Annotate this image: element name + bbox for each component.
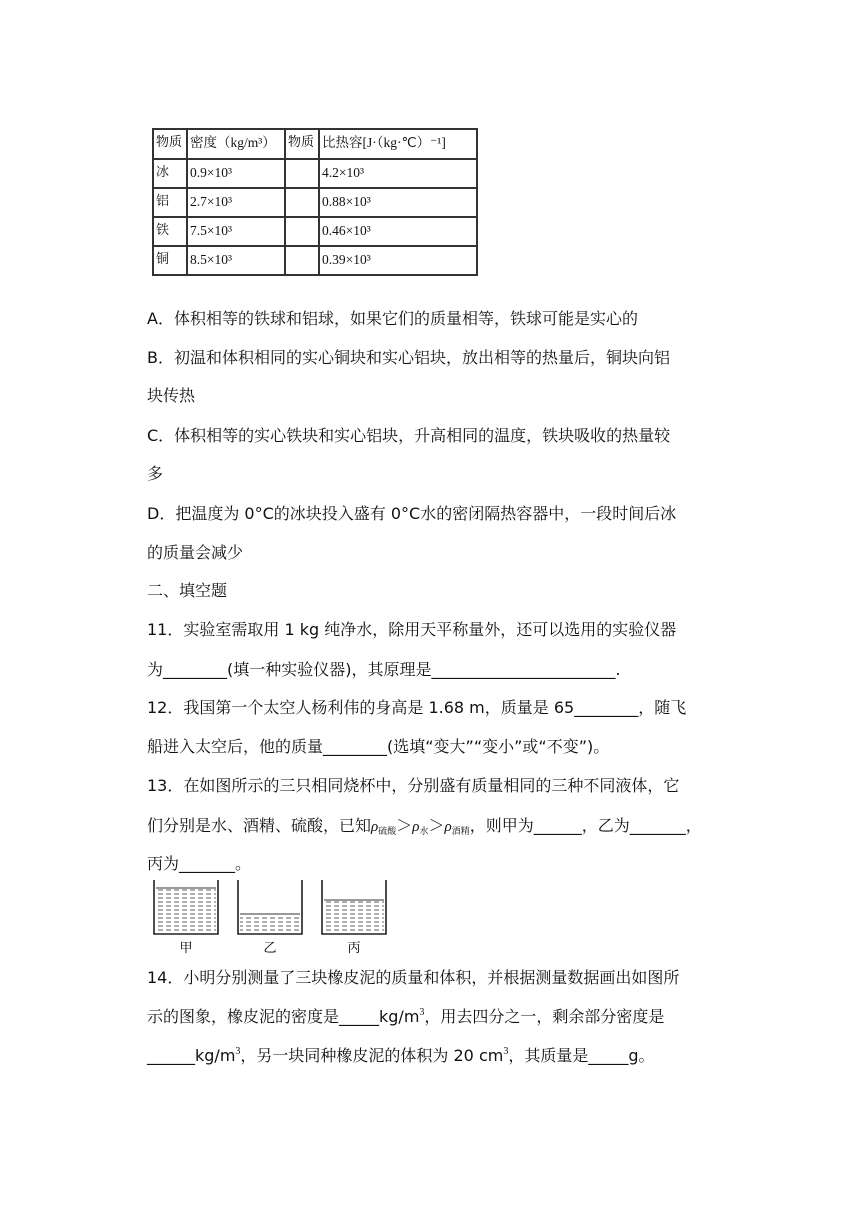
header-density: 密度（kg/m³） <box>187 129 285 159</box>
table-header-row <box>153 129 477 159</box>
rho-symbol: ρ <box>371 819 379 835</box>
header-substance: 物质 <box>153 129 187 159</box>
q13-line1: 13．在如图所示的三只相同烧杯中，分别盛有质量相同的三种不同液体，它 <box>147 776 680 795</box>
header-specific-heat: 比热容[J·（kg·℃）⁻¹] <box>319 129 477 159</box>
label-yi: 乙 <box>263 941 277 956</box>
greater-than: ＞ <box>396 816 413 835</box>
q11-line1: 11．实验室需取用 1 kg 纯净水，除用天平称量外，还可以选用的实验仪器 <box>147 620 677 639</box>
q14-line3-a: ______kg/m <box>147 1046 236 1065</box>
table-row <box>153 159 477 188</box>
table-row <box>153 217 477 246</box>
q14-line3 <box>147 1045 655 1067</box>
option-b-line1: B．初温和体积相同的实心铜块和实心铝块，放出相等的热量后，铜块向铝 <box>147 348 670 367</box>
cell-substance: 冰 <box>153 159 187 188</box>
cell-heat: 0.46×10³ <box>319 217 477 246</box>
q14-line3-b: ，另一块同种橡皮泥的体积为 20 cm <box>240 1046 504 1065</box>
cell-heat: 4.2×10³ <box>319 159 477 188</box>
superscript-3: 3 <box>503 1046 509 1057</box>
q13-line2 <box>147 815 702 838</box>
beakers-figure <box>150 876 390 956</box>
q14-line3-c: ，其质量是_____g。 <box>508 1046 655 1065</box>
cell-density: 7.5×10³ <box>187 217 285 246</box>
cell-density: 0.9×10³ <box>187 159 285 188</box>
beaker-jia <box>154 880 218 934</box>
cell-substance: 铝 <box>153 188 187 217</box>
q14-line1: 14．小明分别测量了三块橡皮泥的质量和体积，并根据测量数据画出如图所 <box>147 968 680 987</box>
q13-text-a: 们分别是水、酒精、硫酸，已知 <box>147 816 372 835</box>
beaker-bing <box>322 880 386 934</box>
cell-density: 8.5×10³ <box>187 246 285 275</box>
rho-sub-sulfuric: 硫酸 <box>378 827 397 837</box>
superscript-3: 3 <box>419 1007 425 1018</box>
cell-empty <box>285 159 319 188</box>
option-a: A．体积相等的铁球和铝球，如果它们的质量相等，铁球可能是实心的 <box>147 309 638 328</box>
cell-substance: 铁 <box>153 217 187 246</box>
q13-text-b: ，则甲为______，乙为_______， <box>469 816 702 835</box>
cell-density: 2.7×10³ <box>187 188 285 217</box>
q12-line2: 船进入太空后，他的质量________(选填“变大”“变小”或“不变”)。 <box>147 737 610 756</box>
rho-sub-water: 水 <box>419 827 429 837</box>
table-row <box>153 246 477 275</box>
cell-empty <box>285 246 319 275</box>
q14-line2 <box>147 1006 664 1028</box>
option-d-line1: D．把温度为 0°C的冰块投入盛有 0°C水的密闭隔热容器中，一段时间后冰 <box>147 504 677 523</box>
cell-empty <box>285 188 319 217</box>
greater-than: ＞ <box>428 816 445 835</box>
rho-sub-alcohol: 酒精 <box>451 827 470 837</box>
section-title: 二、填空题 <box>147 581 228 600</box>
q13-line3: 丙为_______。 <box>147 854 252 873</box>
cell-heat: 0.39×10³ <box>319 246 477 275</box>
q11-line2: 为________(填一种实验仪器)，其原理是_______________________. <box>147 660 621 679</box>
q12-line1: 12．我国第一个太空人杨利伟的身高是 1.68 m，质量是 65________，随飞 <box>147 698 687 717</box>
beaker-yi <box>238 880 302 934</box>
cell-empty <box>285 217 319 246</box>
table-row <box>153 188 477 217</box>
option-c-line2: 多 <box>147 464 164 483</box>
option-b-line2: 块传热 <box>147 386 196 405</box>
label-bing: 丙 <box>347 941 361 956</box>
rho-symbol: ρ <box>412 819 420 835</box>
properties-table <box>152 128 478 276</box>
rho-symbol: ρ <box>444 819 452 835</box>
option-c-line1: C．体积相等的实心铁块和实心铝块，升高相同的温度，铁块吸收的热量较 <box>147 426 671 445</box>
superscript-3: 3 <box>235 1046 241 1057</box>
q14-line2-a: 示的图象，橡皮泥的密度是_____kg/m <box>147 1007 420 1026</box>
header-substance-2: 物质 <box>285 129 319 159</box>
label-jia: 甲 <box>179 941 193 956</box>
cell-heat: 0.88×10³ <box>319 188 477 217</box>
q14-line2-b: ，用去四分之一，剩余部分密度是 <box>424 1007 665 1026</box>
cell-substance: 铜 <box>153 246 187 275</box>
option-d-line2: 的质量会减少 <box>147 543 244 562</box>
